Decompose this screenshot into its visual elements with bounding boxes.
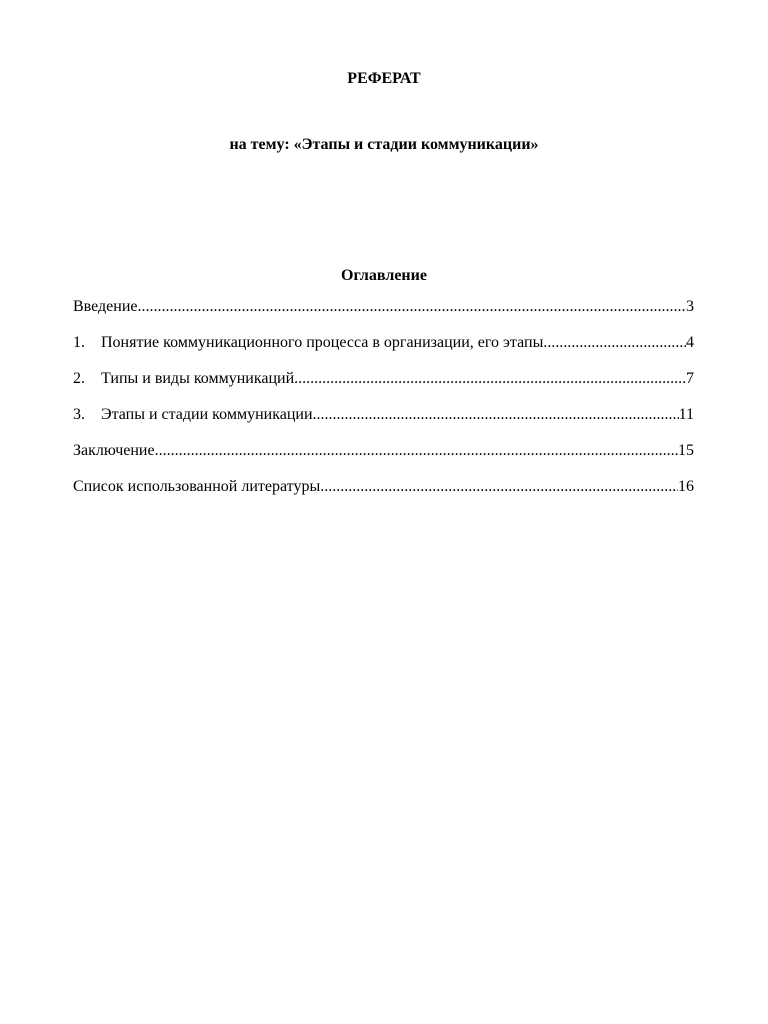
toc-entry-page: 4 [686,334,694,351]
toc-entry-label: Введение [73,298,138,315]
toc-entry-page: 7 [686,370,694,387]
toc-entry-chapter-1[interactable] [73,332,694,368]
table-of-contents [73,296,694,512]
toc-entry-page: 15 [678,442,694,459]
document-topic: на тему: «Этапы и стадии коммуникации» [229,136,539,153]
toc-entry-page: 11 [678,406,694,423]
document-title: РЕФЕРАТ [347,70,421,87]
toc-entry-number: 3. [73,406,85,423]
toc-entry-chapter-3[interactable] [73,404,694,440]
toc-entry-label: Заключение [73,442,155,459]
toc-entry-number: 2. [73,370,85,387]
toc-entry-label: Список использованной литературы [73,478,321,495]
toc-leader-dots [320,476,678,498]
toc-entry-number: 1. [73,334,85,351]
toc-entry-references[interactable] [73,476,694,512]
toc-heading: Оглавление [341,267,427,284]
toc-leader-dots [543,332,686,354]
toc-entry-label: Понятие коммуникационного процесса в организации, его этапы [101,334,544,351]
toc-entry-label: Типы и виды коммуникаций [101,370,295,387]
toc-leader-dots [138,296,687,318]
toc-entry-introduction[interactable] [73,296,694,332]
toc-leader-dots [155,440,678,462]
toc-leader-dots [313,404,679,426]
toc-entry-chapter-2[interactable] [73,368,694,404]
toc-entry-page: 16 [678,478,694,495]
toc-entry-label: Этапы и стадии коммуникации [101,406,313,423]
toc-entry-page: 3 [686,298,694,315]
toc-entry-conclusion[interactable] [73,440,694,476]
toc-leader-dots [294,368,686,390]
